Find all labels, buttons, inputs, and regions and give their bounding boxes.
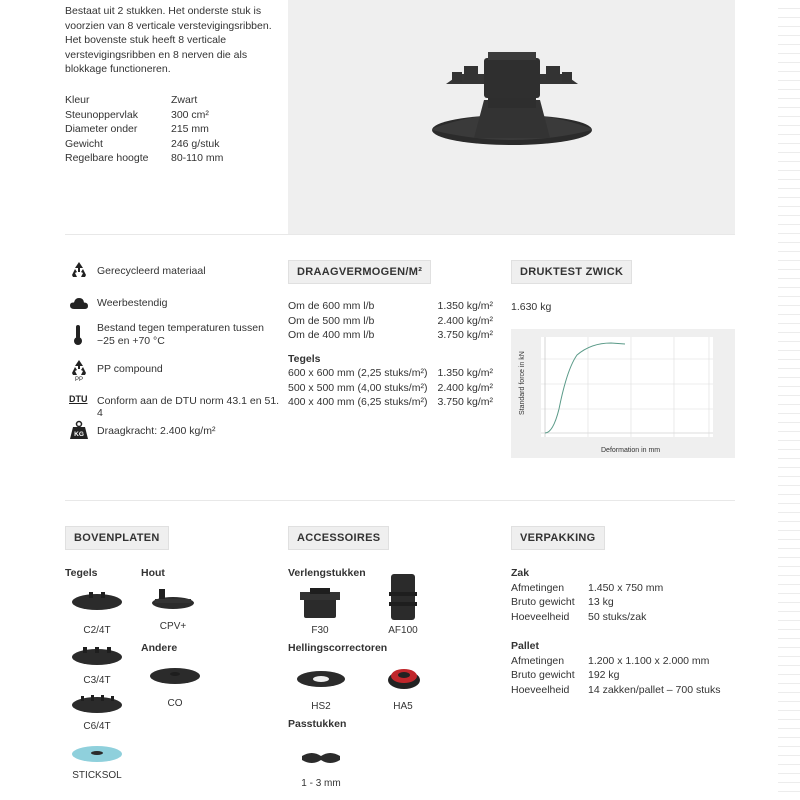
section-header: BOVENPLATEN bbox=[65, 526, 169, 550]
product-caption: 1 - 3 mm bbox=[301, 778, 341, 789]
product-caption: CO bbox=[167, 698, 183, 709]
feature-text: PP compound bbox=[97, 363, 163, 375]
table-row: Bruto gewicht 13 kg bbox=[511, 596, 614, 608]
table-row: Bruto gewicht 192 kg bbox=[511, 669, 620, 681]
spec-row: Diameter onder 215 mm bbox=[65, 123, 209, 135]
product-c6-4t bbox=[71, 693, 123, 718]
section-header: ACCESSOIRES bbox=[288, 526, 389, 550]
verpakking-table bbox=[511, 566, 731, 697]
chart-y-axis-label: Standard force in kN bbox=[519, 351, 526, 415]
draagvermogen-section bbox=[288, 260, 431, 284]
thermometer-icon bbox=[73, 324, 83, 349]
product-caption: HS2 bbox=[311, 701, 331, 712]
subheading: Pallet bbox=[511, 640, 540, 652]
table-row: Hoeveelheid 50 stuks/zak bbox=[511, 610, 647, 623]
accessoires-section bbox=[288, 526, 389, 550]
intro-text bbox=[65, 4, 280, 77]
table-row: Om de 400 mm l/b 3.750 kg/m² bbox=[288, 329, 493, 341]
feature-text: Bestand tegen temperaturen tussen −25 en +70 °C bbox=[97, 322, 264, 347]
pp-recycle-icon bbox=[68, 358, 90, 385]
spec-row: Steunoppervlak 300 cm² bbox=[65, 108, 209, 121]
force-chart-svg bbox=[511, 329, 735, 458]
page-edge-decoration bbox=[778, 0, 800, 800]
verpakking-section bbox=[511, 526, 605, 550]
subheading: Tegels bbox=[288, 352, 321, 365]
product-cpv-plus bbox=[151, 587, 195, 614]
product-passtukken bbox=[298, 748, 344, 771]
section-divider bbox=[65, 500, 735, 501]
chart-x-axis-label: Deformation in mm bbox=[601, 447, 661, 454]
subheading: Hellingscorrectoren bbox=[288, 642, 388, 654]
intro-line: Het bovenste stuk heeft 8 verticale bbox=[65, 34, 227, 46]
product-caption: HA5 bbox=[393, 701, 413, 712]
feature-text: Draagkracht: 2.400 kg/m² bbox=[97, 425, 216, 437]
table-row: Om de 600 mm l/b 1.350 kg/m² bbox=[288, 300, 493, 312]
product-c3-4t bbox=[71, 645, 123, 670]
force-chart bbox=[511, 329, 735, 458]
product-caption: STICKSOL bbox=[72, 770, 122, 781]
recycle-icon bbox=[69, 260, 89, 283]
intro-line: blokkage functioneren. bbox=[65, 63, 171, 75]
subheading: Zak bbox=[511, 567, 530, 579]
intro-line: verstevigingsribben en 8 nerven die als bbox=[65, 48, 248, 61]
feature-text: Conform aan de DTU norm 43.1 en 51. 4 bbox=[97, 395, 280, 419]
spec-table bbox=[65, 93, 285, 166]
spec-row: Kleur Zwart bbox=[65, 94, 198, 106]
subheading: Tegels bbox=[65, 567, 98, 579]
product-sticksol bbox=[71, 742, 123, 767]
spec-row: Regelbare hoogte 80-110 mm bbox=[65, 152, 224, 164]
product-ha5 bbox=[386, 664, 422, 695]
product-co bbox=[149, 664, 201, 689]
table-row: Hoeveelheid 14 zakken/pallet – 700 stuks bbox=[511, 683, 721, 696]
product-caption: AF100 bbox=[388, 625, 418, 636]
subheading: Passtukken bbox=[288, 718, 347, 730]
svg-text:KG: KG bbox=[74, 431, 84, 438]
section-header: DRAAGVERMOGEN/M² bbox=[288, 260, 431, 284]
product-c2-4t bbox=[71, 590, 123, 615]
intro-line: voorzien van 8 verticale verstevigingsribben. bbox=[65, 19, 272, 32]
table-row: Afmetingen 1.450 x 750 mm bbox=[511, 581, 664, 594]
product-af100 bbox=[387, 572, 419, 625]
feature-text: Gerecycleerd materiaal bbox=[97, 265, 206, 277]
table-row: Afmetingen 1.200 x 1.100 x 2.000 mm bbox=[511, 654, 710, 667]
druktest-value: 1.630 kg bbox=[511, 301, 552, 313]
product-caption: F30 bbox=[311, 625, 329, 636]
svg-text:PP: PP bbox=[74, 377, 84, 382]
weight-kg-icon bbox=[69, 420, 89, 443]
subheading: Andere bbox=[141, 642, 178, 654]
section-divider bbox=[65, 234, 735, 235]
product-caption: C6/4T bbox=[83, 721, 111, 732]
pedestal-image bbox=[288, 0, 735, 234]
product-f30 bbox=[298, 588, 342, 625]
draagvermogen-table bbox=[288, 299, 493, 410]
subheading: Verlengstukken bbox=[288, 567, 366, 579]
subheading: Hout bbox=[141, 567, 165, 579]
product-caption: C2/4T bbox=[83, 625, 111, 636]
table-row: 600 x 600 mm (2,25 stuks/m²) 1.350 kg/m² bbox=[288, 367, 493, 379]
dtu-icon: DTU bbox=[69, 394, 88, 404]
product-hs2 bbox=[296, 668, 346, 693]
table-row: 500 x 500 mm (4,00 stuks/m²) 2.400 kg/m² bbox=[288, 381, 493, 394]
section-header: VERPAKKING bbox=[511, 526, 605, 550]
intro-line: Bestaat uit 2 stukken. Het onderste stuk is bbox=[65, 5, 262, 17]
product-caption: C3/4T bbox=[83, 675, 111, 686]
cloud-icon bbox=[69, 296, 89, 313]
section-header: DRUKTEST ZWICK bbox=[511, 260, 632, 284]
product-caption: CPV+ bbox=[159, 621, 187, 632]
table-row: Om de 500 mm l/b 2.400 kg/m² bbox=[288, 314, 493, 327]
spec-row: Gewicht 246 g/stuk bbox=[65, 137, 220, 150]
bovenplaten-section bbox=[65, 526, 169, 550]
product-image-panel bbox=[288, 0, 735, 234]
feature-text: Weerbestendig bbox=[97, 297, 168, 309]
table-row: 400 x 400 mm (6,25 stuks/m²) 3.750 kg/m² bbox=[288, 396, 493, 408]
druktest-section bbox=[511, 260, 632, 284]
